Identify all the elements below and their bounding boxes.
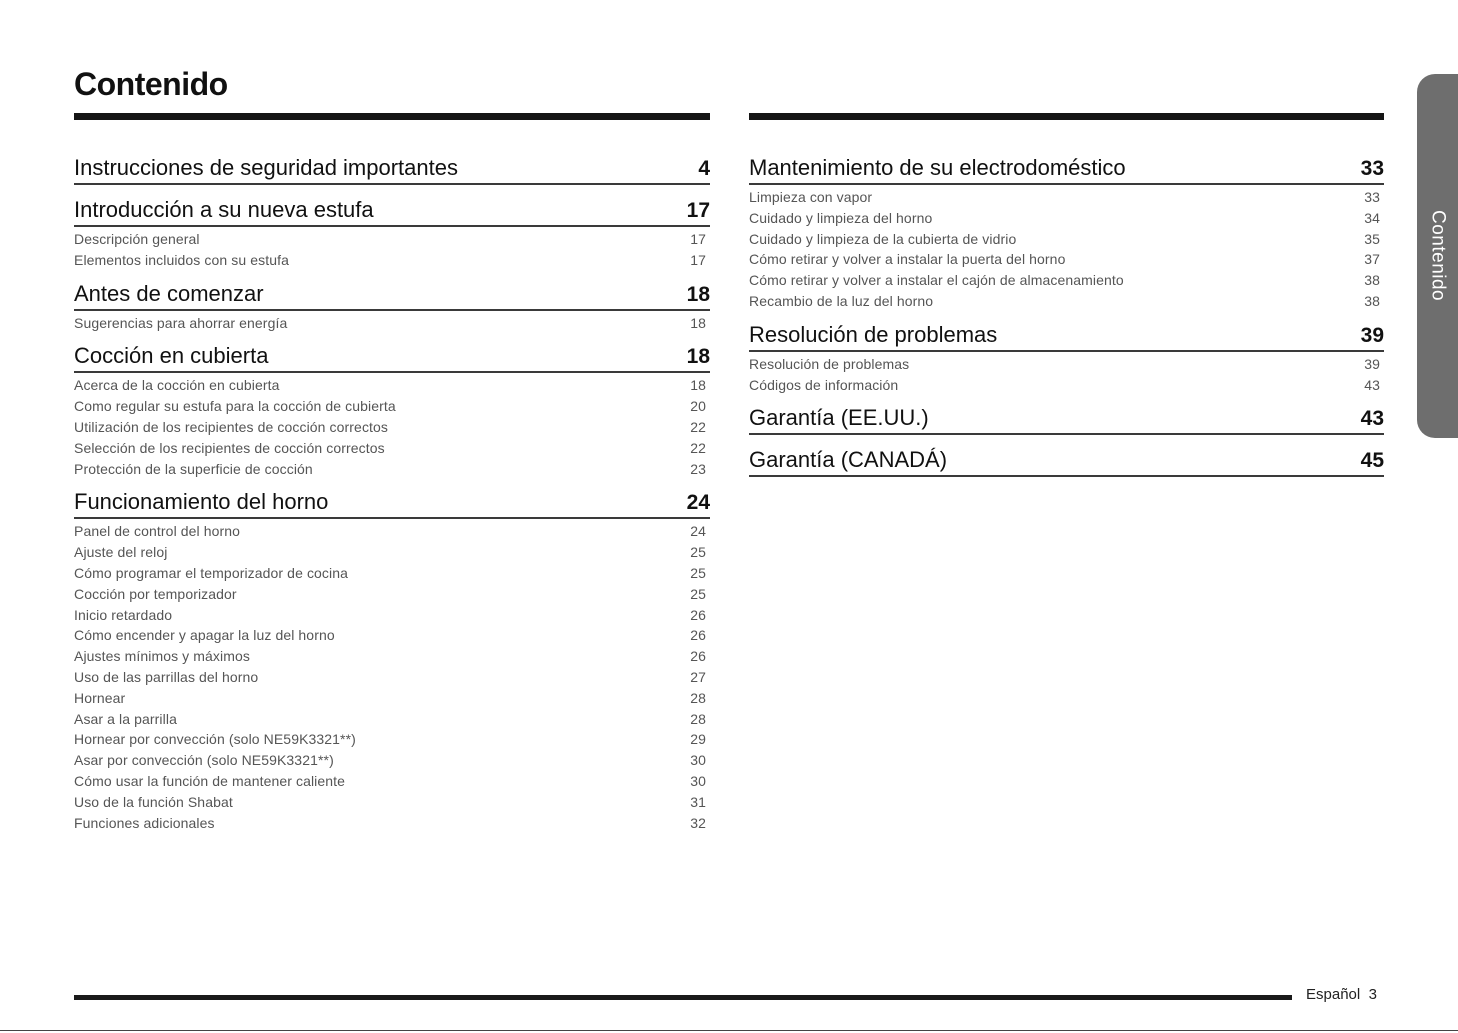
toc-item[interactable]	[74, 688, 710, 709]
toc-item[interactable]	[74, 605, 710, 626]
toc-item[interactable]	[74, 750, 710, 771]
toc-section-heading[interactable]	[74, 277, 710, 311]
toc-item[interactable]	[74, 792, 710, 813]
toc-item[interactable]	[74, 563, 710, 584]
toc-item-page: 28	[690, 689, 706, 706]
toc-section	[749, 318, 1384, 396]
toc-item[interactable]	[749, 291, 1384, 312]
toc-item-page: 43	[1364, 376, 1380, 393]
toc-item-label: Asar por convección (solo NE59K3321**)	[74, 752, 334, 769]
toc-item[interactable]	[74, 667, 710, 688]
toc-item-label: Resolución de problemas	[749, 355, 910, 372]
toc-section	[74, 485, 710, 833]
toc-item-page: 26	[690, 627, 706, 644]
toc-item-label: Selección de los recipientes de cocción correctos	[74, 439, 385, 456]
toc-item-page: 30	[690, 752, 706, 769]
toc-item-label: Cómo programar el temporizador de cocina	[74, 564, 349, 581]
toc-item[interactable]	[749, 249, 1384, 270]
toc-item[interactable]	[74, 396, 710, 417]
toc-item[interactable]	[74, 709, 710, 730]
toc-item[interactable]	[74, 625, 710, 646]
toc-section	[74, 277, 710, 334]
footer-page-label	[1306, 986, 1377, 1003]
toc-section-heading[interactable]	[749, 443, 1384, 477]
toc-item-label: Funciones adicionales	[74, 814, 215, 831]
toc-item-page: 26	[690, 648, 706, 665]
toc-item-label: Cocción por temporizador	[74, 585, 237, 602]
toc-item-label: Cuidado y limpieza del horno	[749, 209, 933, 226]
toc-item[interactable]	[74, 646, 710, 667]
toc-item-page: 30	[690, 772, 706, 789]
toc-item-label: Utilización de los recipientes de cocción correctos	[74, 418, 389, 435]
toc-item-label: Uso de las parrillas del horno	[74, 668, 259, 685]
toc-item-label: Asar a la parrilla	[74, 710, 177, 727]
toc-item-label: Cuidado y limpieza de la cubierta de vidrio	[749, 230, 1017, 247]
section-page-number: 43	[1360, 407, 1384, 431]
toc-item[interactable]	[74, 417, 710, 438]
section-title: Garantía (EE.UU.)	[749, 405, 929, 431]
toc-item[interactable]	[749, 187, 1384, 208]
toc-item-list	[74, 311, 710, 334]
toc-item[interactable]	[749, 270, 1384, 291]
footer-rule	[74, 995, 1292, 1000]
toc-item[interactable]	[74, 521, 710, 542]
toc-item[interactable]	[74, 229, 710, 250]
section-spacer	[749, 477, 1384, 485]
toc-item-page: 23	[690, 460, 706, 477]
section-title: Antes de comenzar	[74, 280, 264, 306]
toc-section-heading[interactable]	[749, 401, 1384, 435]
section-title: Instrucciones de seguridad importantes	[74, 155, 458, 180]
section-spacer	[749, 435, 1384, 443]
section-title: Cocción en cubierta	[74, 343, 269, 369]
toc-item-label: Como regular su estufa para la cocción de cubierta	[74, 398, 396, 415]
toc-item-page: 31	[690, 793, 706, 810]
section-page-number: 24	[686, 491, 710, 515]
section-page-number: 33	[1360, 157, 1384, 180]
section-side-tab[interactable]	[1417, 74, 1458, 438]
toc-item-label: Cómo retirar y volver a instalar la puerta del horno	[749, 251, 1066, 268]
toc-section-heading[interactable]	[749, 151, 1384, 185]
toc-section-heading[interactable]	[74, 485, 710, 519]
toc-item-page: 29	[690, 731, 706, 748]
toc-item-list	[74, 227, 710, 271]
toc-item[interactable]	[749, 208, 1384, 229]
toc-item-page: 38	[1364, 272, 1380, 289]
toc-section	[749, 401, 1384, 443]
toc-section	[749, 151, 1384, 312]
toc-item-page: 17	[690, 251, 706, 268]
toc-item[interactable]	[74, 459, 710, 480]
toc-item-page: 24	[690, 523, 706, 540]
toc-item-list	[749, 185, 1384, 312]
footer-page-number: 3	[1368, 986, 1377, 1003]
toc-item-label: Panel de control del horno	[74, 523, 241, 540]
footer-language: Español	[1306, 986, 1361, 1003]
toc-item-label: Descripción general	[74, 231, 200, 247]
toc-item-page: 33	[1364, 189, 1380, 205]
section-page-number: 17	[686, 199, 710, 222]
section-page-number: 45	[1360, 449, 1384, 473]
toc-item-page: 32	[690, 814, 706, 831]
toc-item-label: Recambio de la luz del horno	[749, 292, 934, 309]
toc-item[interactable]	[74, 313, 710, 334]
page-title: Contenido	[74, 66, 228, 102]
section-title: Resolución de problemas	[749, 321, 998, 347]
toc-section	[74, 151, 710, 193]
toc-item-label: Acerca de la cocción en cubierta	[74, 377, 280, 394]
toc-item-page: 22	[690, 418, 706, 435]
toc-item[interactable]	[74, 542, 710, 563]
toc-item-label: Códigos de información	[749, 376, 899, 393]
toc-item[interactable]	[749, 354, 1384, 375]
section-page-number: 18	[686, 345, 710, 369]
toc-item-page: 22	[690, 439, 706, 456]
toc-right-column	[749, 151, 1384, 485]
toc-item-label: Ajuste del reloj	[74, 544, 168, 561]
toc-section	[74, 339, 710, 479]
toc-item-page: 34	[1364, 209, 1380, 226]
toc-item-list	[74, 373, 710, 479]
toc-item-label: Protección de la superficie de cocción	[74, 460, 313, 477]
toc-item-list	[749, 352, 1384, 396]
toc-section-heading[interactable]	[74, 339, 710, 373]
toc-item-page: 25	[690, 544, 706, 561]
toc-item-page: 18	[690, 377, 706, 394]
toc-item-page: 20	[690, 398, 706, 415]
toc-item-page: 39	[1364, 355, 1380, 372]
toc-item-label: Elementos incluidos con su estufa	[74, 251, 289, 268]
toc-item[interactable]	[74, 438, 710, 459]
section-title: Garantía (CANADÁ)	[749, 447, 948, 473]
section-title: Mantenimiento de su electrodoméstico	[749, 155, 1126, 180]
toc-item-label: Inicio retardado	[74, 606, 173, 623]
toc-item-label: Cómo encender y apagar la luz del horno	[74, 627, 335, 644]
toc-item-page: 18	[690, 314, 706, 331]
toc-item-label: Hornear por convección (solo NE59K3321**)	[74, 731, 356, 748]
page-edge-line	[0, 1030, 1458, 1031]
side-tab-label: Contenido	[1427, 210, 1449, 302]
toc-item-page: 26	[690, 606, 706, 623]
toc-item-label: Uso de la función Shabat	[74, 793, 233, 810]
toc-item-list	[74, 519, 710, 833]
toc-item[interactable]	[74, 584, 710, 605]
toc-section-heading[interactable]	[74, 151, 710, 185]
toc-item-page: 37	[1364, 251, 1380, 268]
toc-item-page: 35	[1364, 230, 1380, 247]
toc-left-column	[74, 151, 710, 839]
toc-item[interactable]	[74, 813, 710, 834]
toc-item-page: 17	[690, 231, 706, 247]
toc-item[interactable]	[749, 375, 1384, 396]
toc-item-label: Cómo retirar y volver a instalar el cajón de almacenamiento	[749, 272, 1124, 289]
section-page-number: 18	[686, 282, 710, 306]
toc-item-page: 38	[1364, 292, 1380, 309]
toc-item-label: Limpieza con vapor	[749, 189, 873, 205]
toc-item-label: Hornear	[74, 689, 126, 706]
toc-item-page: 27	[690, 668, 706, 685]
section-page-number: 39	[1360, 323, 1384, 347]
toc-section-heading[interactable]	[74, 193, 710, 227]
toc-item-label: Ajustes mínimos y máximos	[74, 648, 250, 665]
toc-section	[74, 193, 710, 271]
toc-item-page: 28	[690, 710, 706, 727]
top-rule-right	[749, 113, 1384, 120]
section-title: Introducción a su nueva estufa	[74, 197, 374, 222]
toc-item-label: Sugerencias para ahorrar energía	[74, 314, 288, 331]
toc-item[interactable]	[74, 771, 710, 792]
toc-section-heading[interactable]	[749, 318, 1384, 352]
toc-section	[749, 443, 1384, 485]
section-spacer	[74, 185, 710, 193]
toc-item[interactable]	[74, 729, 710, 750]
toc-item[interactable]	[74, 250, 710, 271]
toc-item-page: 25	[690, 564, 706, 581]
toc-item-page: 25	[690, 585, 706, 602]
toc-item-label: Cómo usar la función de mantener caliente	[74, 772, 346, 789]
toc-item[interactable]	[74, 375, 710, 396]
section-title: Funcionamiento del horno	[74, 489, 329, 515]
toc-item[interactable]	[749, 229, 1384, 250]
top-rule-left	[74, 113, 710, 120]
section-page-number: 4	[698, 157, 710, 180]
